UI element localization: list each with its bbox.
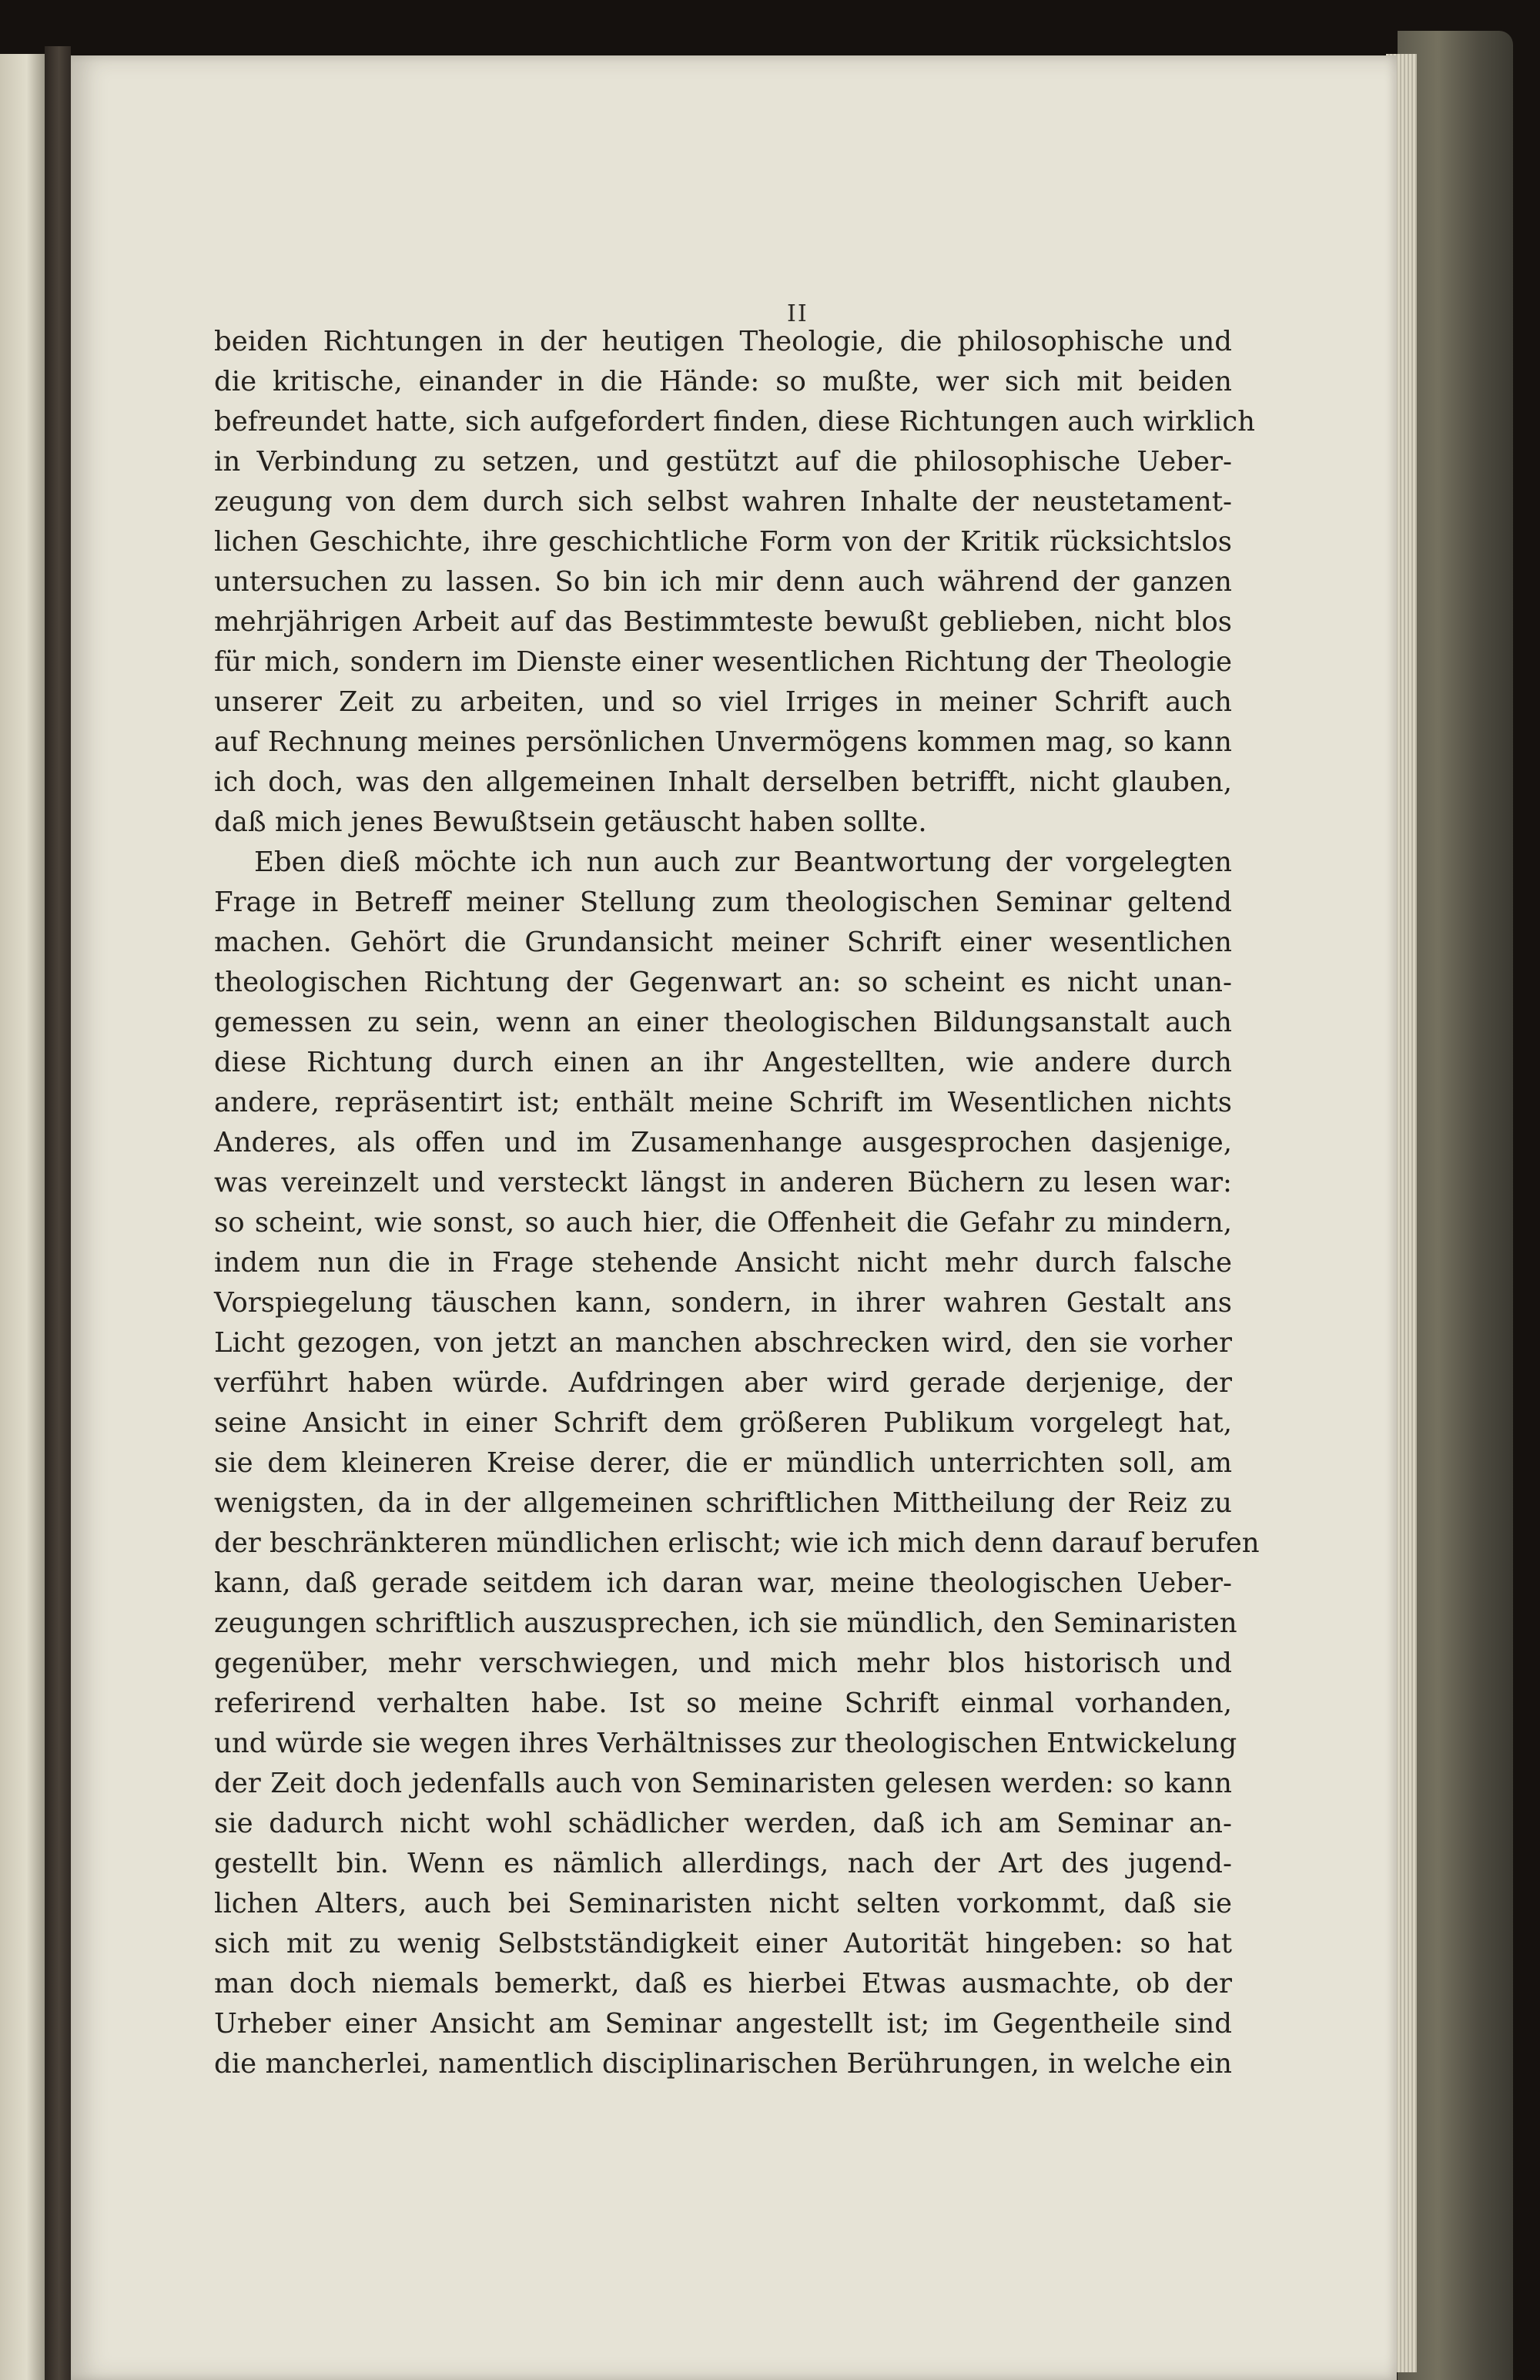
text-line: der beschränkteren mündlichen erlischt; wie ich mich denn darauf berufen: [214, 1527, 1260, 1559]
text-line: gemessen zu sein, wenn an einer theologischen Bildungsanstalt auch: [214, 1007, 1232, 1038]
text-line: Vorspiegelung täuschen kann, sondern, in ihrer wahren Gestalt ans: [214, 1287, 1232, 1319]
text-line: seine Ansicht in einer Schrift dem größeren Publikum vorgelegt hat,: [214, 1407, 1232, 1439]
text-line: Urheber einer Ansicht am Seminar angestellt ist; im Gegentheile sind: [214, 2008, 1232, 2040]
text-line: auf Rechnung meines persönlichen Unvermögens kommen mag, so kann: [214, 726, 1232, 758]
text-line: befreundet hatte, sich aufgefordert finden, diese Richtungen auch wirklich: [214, 406, 1255, 437]
text-line: kann, daß gerade seitdem ich daran war, meine theologischen Ueber-: [214, 1567, 1232, 1599]
text-line: lichen Alters, auch bei Seminaristen nicht selten vorkommt, daß sie: [214, 1888, 1232, 1919]
text-line: Licht gezogen, von jetzt an manchen abschrecken wird, den sie vorher: [214, 1327, 1232, 1359]
left-page-edge: [0, 54, 45, 2380]
text-line: gegenüber, mehr verschwiegen, und mich mehr blos historisch und: [214, 1648, 1232, 1679]
text-line: ich doch, was den allgemeinen Inhalt derselben betrifft, nicht glauben,: [214, 766, 1232, 798]
body-text: [214, 322, 1260, 2084]
text-line: der Zeit doch jedenfalls auch von Seminaristen gelesen werden: so kann: [214, 1768, 1232, 1799]
text-line: wenigsten, da in der allgemeinen schriftlichen Mittheilung der Reiz zu: [214, 1487, 1232, 1519]
text-line: lichen Geschichte, ihre geschichtliche Form von der Kritik rücksichtslos: [214, 526, 1232, 558]
text-line: andere, repräsentirt ist; enthält meine Schrift im Wesentlichen nichts: [214, 1087, 1232, 1118]
text-line: indem nun die in Frage stehende Ansicht nicht mehr durch falsche: [214, 1247, 1232, 1279]
text-line: zeugungen schriftlich auszusprechen, ich sie mündlich, den Seminaristen: [214, 1607, 1237, 1639]
text-line: so scheint, wie sonst, so auch hier, die Offenheit die Gefahr zu mindern,: [214, 1207, 1232, 1239]
text-line: sie dadurch nicht wohl schädlicher werden, daß ich am Seminar an-: [214, 1808, 1232, 1839]
text-line: Frage in Betreff meiner Stellung zum theologischen Seminar geltend: [214, 887, 1232, 918]
text-line: machen. Gehört die Grundansicht meiner Schrift einer wesentlichen: [214, 927, 1232, 958]
text-line: untersuchen zu lassen. So bin ich mir denn auch während der ganzen: [214, 566, 1232, 598]
text-line: für mich, sondern im Dienste einer wesentlichen Richtung der Theologie: [214, 646, 1232, 678]
text-line: in Verbindung zu setzen, und gestützt auf die philosophische Ueber-: [214, 446, 1232, 478]
text-line: mehrjährigen Arbeit auf das Bestimmteste bewußt geblieben, nicht blos: [214, 606, 1232, 638]
text-line: verführt haben würde. Aufdringen aber wird gerade derjenige, der: [214, 1367, 1232, 1399]
text-line: sich mit zu wenig Selbstständigkeit einer Autorität hingeben: so hat: [214, 1928, 1232, 1959]
text-line: man doch niemals bemerkt, daß es hierbei Etwas ausmachte, ob der: [214, 1968, 1232, 2000]
text-line: die kritische, einander in die Hände: so mußte, wer sich mit beiden: [214, 366, 1232, 397]
text-line: was vereinzelt und versteckt längst in anderen Büchern zu lesen war:: [214, 1167, 1232, 1198]
text-line: zeugung von dem durch sich selbst wahren Inhalte der neustetament-: [214, 486, 1232, 518]
text-line: diese Richtung durch einen an ihr Angestellten, wie andere durch: [214, 1047, 1232, 1078]
text-line: die mancherlei, namentlich disciplinarischen Berührungen, in welche ein: [214, 2048, 1232, 2080]
book-gutter: [45, 46, 71, 2380]
text-line: und würde sie wegen ihres Verhältnisses zur theologischen Entwickelung: [214, 1728, 1237, 1759]
text-line: gestellt bin. Wenn es nämlich allerdings, nach der Art des jugend-: [214, 1848, 1232, 1879]
text-line: theologischen Richtung der Gegenwart an: so scheint es nicht unan-: [214, 967, 1232, 998]
paragraph-end-line: daß mich jenes Bewußtsein getäuscht haben sollte.: [214, 806, 927, 838]
text-line: Anderes, als offen und im Zusamenhange ausgesprochen dasjenige,: [214, 1127, 1232, 1158]
paragraph-start-line: Eben dieß möchte ich nun auch zur Beantwortung der vorgelegten: [254, 846, 1232, 878]
text-line: beiden Richtungen in der heutigen Theologie, die philosophische und: [214, 326, 1232, 357]
page-number: II: [787, 300, 808, 327]
text-line: referirend verhalten habe. Ist so meine Schrift einmal vorhanden,: [214, 1688, 1232, 1719]
text-line: unserer Zeit zu arbeiten, und so viel Irriges in meiner Schrift auch: [214, 686, 1232, 718]
text-line: sie dem kleineren Kreise derer, die er mündlich unterrichten soll, am: [214, 1447, 1232, 1479]
